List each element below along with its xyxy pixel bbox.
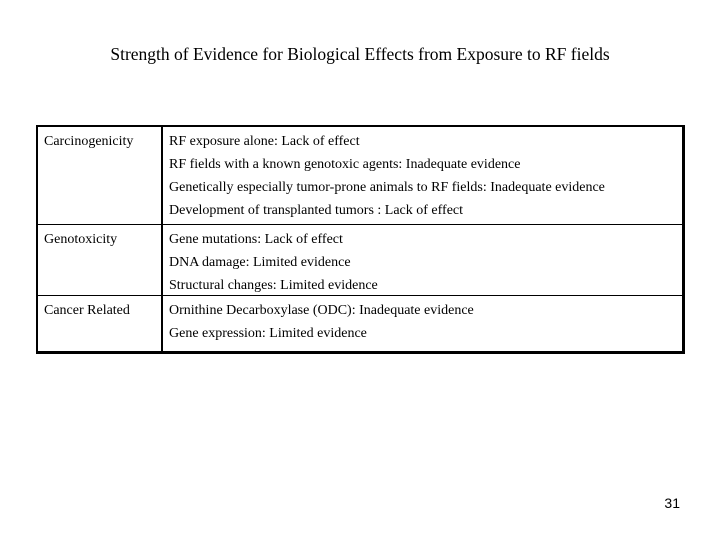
findings-list: [169, 299, 474, 345]
finding-item: Development of transplanted tumors : Lack of effect: [169, 203, 464, 218]
findings-list: [169, 130, 605, 222]
finding-item: RF exposure alone: Lack of effect: [169, 134, 360, 149]
finding-item: DNA damage: Limited evidence: [169, 255, 351, 270]
page-number: 31: [664, 495, 680, 511]
finding-item: Gene expression: Limited evidence: [169, 326, 367, 341]
table-row-cancer-related: [38, 296, 682, 352]
finding-item: Ornithine Decarboxylase (ODC): Inadequate evidence: [169, 303, 474, 318]
evidence-table: [36, 125, 685, 354]
finding-item: Structural changes: Limited evidence: [169, 278, 378, 293]
finding-item: Gene mutations: Lack of effect: [169, 232, 343, 247]
table-row-carcinogenicity: [38, 127, 682, 225]
category-label: Genotoxicity: [44, 232, 118, 247]
category-label: Cancer Related: [44, 303, 130, 318]
finding-item: RF fields with a known genotoxic agents: Inadequate evidence: [169, 157, 521, 172]
table-row-genotoxicity: [38, 225, 682, 296]
findings-list: [169, 228, 378, 297]
slide-title: Strength of Evidence for Biological Effects from Exposure to RF fields: [110, 44, 610, 64]
category-label: Carcinogenicity: [44, 134, 134, 149]
finding-item: Genetically especially tumor-prone animals to RF fields: Inadequate evidence: [169, 180, 605, 195]
